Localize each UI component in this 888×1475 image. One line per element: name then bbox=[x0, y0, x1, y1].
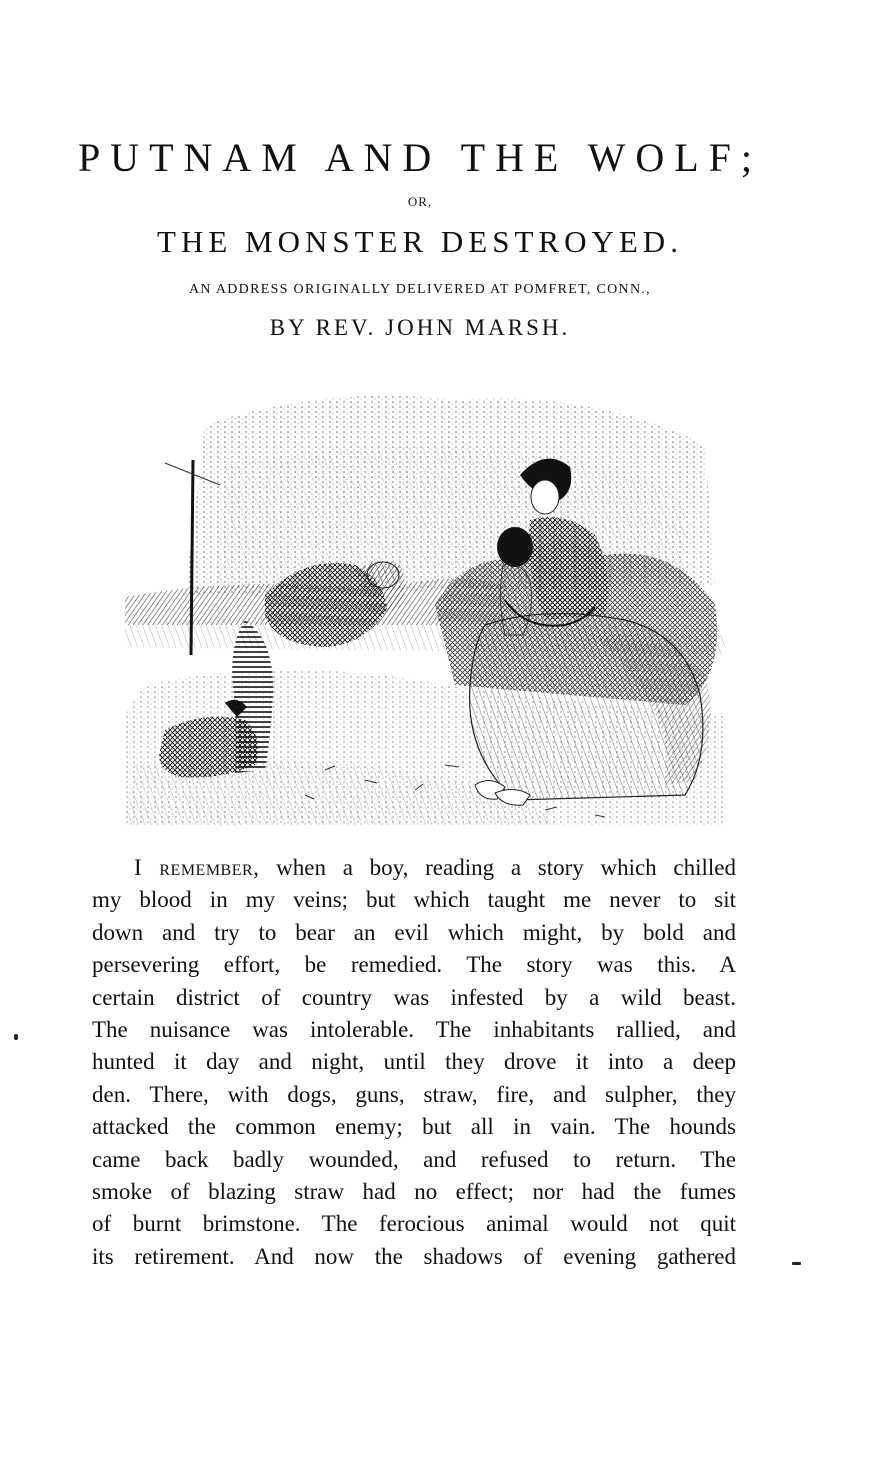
body-line-6: The nuisance was intolerable. The inhabitants rallied, and bbox=[92, 1016, 736, 1042]
body-line-2: my blood in my veins; but which taught me never to sit bbox=[92, 887, 736, 913]
opening-word: I remember, bbox=[134, 855, 260, 880]
body-line-1: I remember, when a boy, reading a story which chilled bbox=[134, 855, 736, 880]
author-byline: BY REV. JOHN MARSH. bbox=[269, 315, 571, 340]
body-line-8: den. There, with dogs, guns, straw, fire, and sulpher, they bbox=[92, 1081, 736, 1107]
book-title: PUTNAM AND THE WOLF; bbox=[77, 135, 763, 180]
body-line-10: came back badly wounded, and refused to return. The bbox=[92, 1146, 736, 1172]
body-line-3: down and try to bear an evil which might, by bold and bbox=[92, 919, 736, 945]
body-line-4: persevering effort, be remedied. The story was this. A bbox=[92, 952, 736, 978]
address-description: AN ADDRESS ORIGINALLY DELIVERED AT POMFRET, CONN., bbox=[189, 282, 651, 297]
book-subtitle: THE MONSTER DESTROYED. bbox=[157, 224, 683, 259]
body-line-11: smoke of blazing straw had no effect; nor had the fumes bbox=[92, 1178, 736, 1204]
body-line-12: of burnt brimstone. The ferocious animal would not quit bbox=[92, 1211, 736, 1237]
engraving-man-woman-child-illustration bbox=[125, 385, 735, 825]
body-line-9: attacked the common enemy; but all in vain. The hounds bbox=[92, 1114, 736, 1140]
title-conjunction: OR, bbox=[407, 194, 433, 209]
body-line-13: its retirement. And now the shadows of evening gathered bbox=[92, 1243, 736, 1269]
margin-speck bbox=[792, 1262, 801, 1265]
body-line-7: hunted it day and night, until they drove it into a deep bbox=[92, 1049, 736, 1075]
margin-speck bbox=[14, 1034, 18, 1040]
body-paragraph bbox=[92, 852, 736, 1273]
body-line-5: certain district of country was infested by a wild beast. bbox=[92, 984, 736, 1010]
